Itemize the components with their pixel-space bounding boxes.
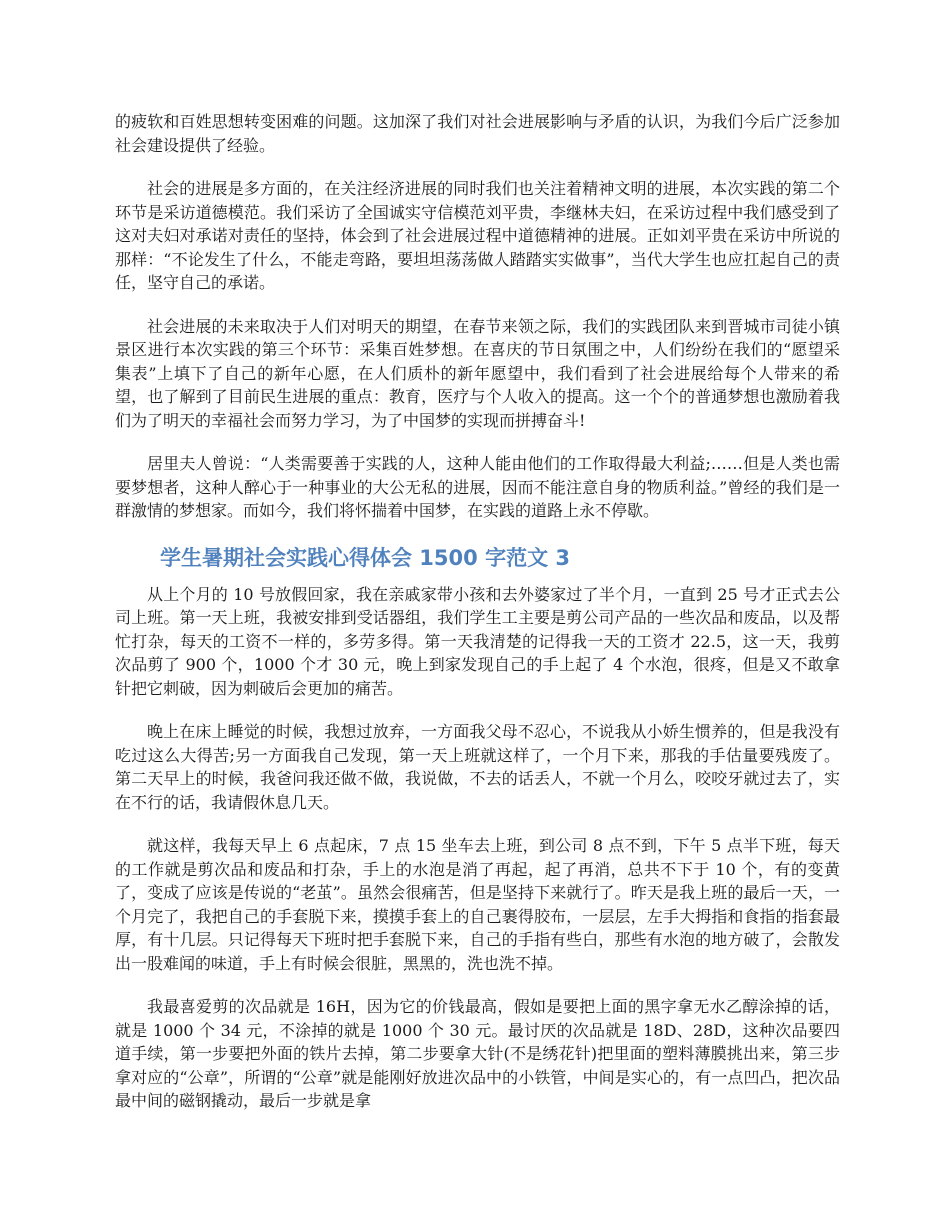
paragraph: 的疲软和百姓思想转变困难的问题。这加深了我们对社会进展影响与矛盾的认识，为我们今后广泛参加社会建设提供了经验。 xyxy=(115,112,840,155)
paragraph: 社会的进展是多方面的，在关注经济进展的同时我们也关注着精神文明的进展，本次实践的第二个环节是采访道德模范。我们采访了全国诚实守信模范刘平贵，李继林夫妇，在采访过程中我们感受到了这对夫妇对承诺对责任的坚持，体会到了社会进展过程中道德精神的进展。正如刘平贵在采访中所说的那样：“不论发生了什么，不能走弯路，要坦坦荡荡做人踏踏实实做事”，当代大学生也应扛起自己的责任，坚守自己的承诺。 xyxy=(115,179,840,292)
paragraph: 社会进展的未来取决于人们对明天的期望，在春节来领之际，我们的实践团队来到晋城市司徒小镇景区进行本次实践的第三个环节：采集百姓梦想。在喜庆的节日氛围之中，人们纷纷在我们的“愿望采集表”上填下了自己的新年心愿，在人们质朴的新年愿望中，我们看到了社会进展给每个人带来的希望，也了解到了目前民生进展的重点：教育，医疗与个人收入的提高。这一个个的普通梦想也激励着我们为了明天的幸福社会而努力学习，为了中国梦的实现而拼搏奋斗! xyxy=(115,316,840,430)
section-heading: 学生暑期社会实践心得体会 1500 字范文 3 xyxy=(160,545,570,570)
paragraph: 就这样，我每天早上 6 点起床，7 点 15 坐车去上班，到公司 8 点不到，下午 5 点半下班，每天的工作就是剪次品和废品和打杂，手上的水泡是消了再起，起了再消，总共不下于 10 个，有的变黄了，变成了应该是传说的“老茧”。虽然会很痛苦，但是坚持下来就行了。昨天是我上班的最后一天，一个月完了，我把自己的手套脱下来，摸摸手套上的自己裹得胶布，一层层，左手大拇指和食指的指套最厚，有十几层。只记得每天下班时把手套脱下来，自己的手指有些白，那些有水泡的地方破了，会散发出一股难闻的味道，手上有时候会很脏，黑黑的，洗也洗不掉。 xyxy=(115,836,840,973)
paragraph: 居里夫人曾说：“人类需要善于实践的人，这种人能由他们的工作取得最大利益;……但是人类也需要梦想者，这种人醉心于一种事业的大公无私的进展，因而不能注意自身的物质利益。”曾经的我们是一群激情的梦想家。而如今，我们将怀揣着中国梦，在实践的道路上永不停歇。 xyxy=(115,454,840,520)
paragraph: 从上个月的 10 号放假回家，我在亲戚家带小孩和去外婆家过了半个月，一直到 25 号才正式去公司上班。第一天上班，我被安排到受话器组，我们学生工主要是剪公司产品的一些次品和废品，以及帮忙打杂，每天的工资不一样的，多劳多得。第一天我清楚的记得我一天的工资才 22.5，这一天，我剪次品剪了 900 个，1000 个才 30 元，晚上到家发现自己的手上起了 4 个水泡，很疼，但是又不敢拿针把它刺破，因为刺破后会更加的痛苦。 xyxy=(115,584,840,698)
paragraph: 我最喜爱剪的次品就是 16H，因为它的价钱最高，假如是要把上面的黑字拿无水乙醇涂掉的话，就是 1000 个 34 元，不涂掉的就是 1000 个 30 元。最讨厌的次品就是 18D、28D，这种次品要四道手续，第一步要把外面的铁片去掉，第二步要拿大针(不是绣花针)把里面的塑料薄膜挑出来，第三步拿对应的“公章”，所谓的“公章”就是能刚好放进次品中的小铁管，中间是实心的，有一点凹凸，把次品最中间的磁钢撬动，最后一步就是拿 xyxy=(115,997,840,1110)
paragraph: 晚上在床上睡觉的时候，我想过放弃，一方面我父母不忍心，不说我从小娇生惯养的，但是我没有吃过这么大得苦;另一方面我自己发现，第一天上班就这样了，一个月下来，那我的手估量要残废了。第二天早上的时候，我爸问我还做不做，我说做，不去的话丢人，不就一个月么，咬咬牙就过去了，实在不行的话，我请假休息几天。 xyxy=(115,722,840,812)
document-body xyxy=(115,110,840,1133)
